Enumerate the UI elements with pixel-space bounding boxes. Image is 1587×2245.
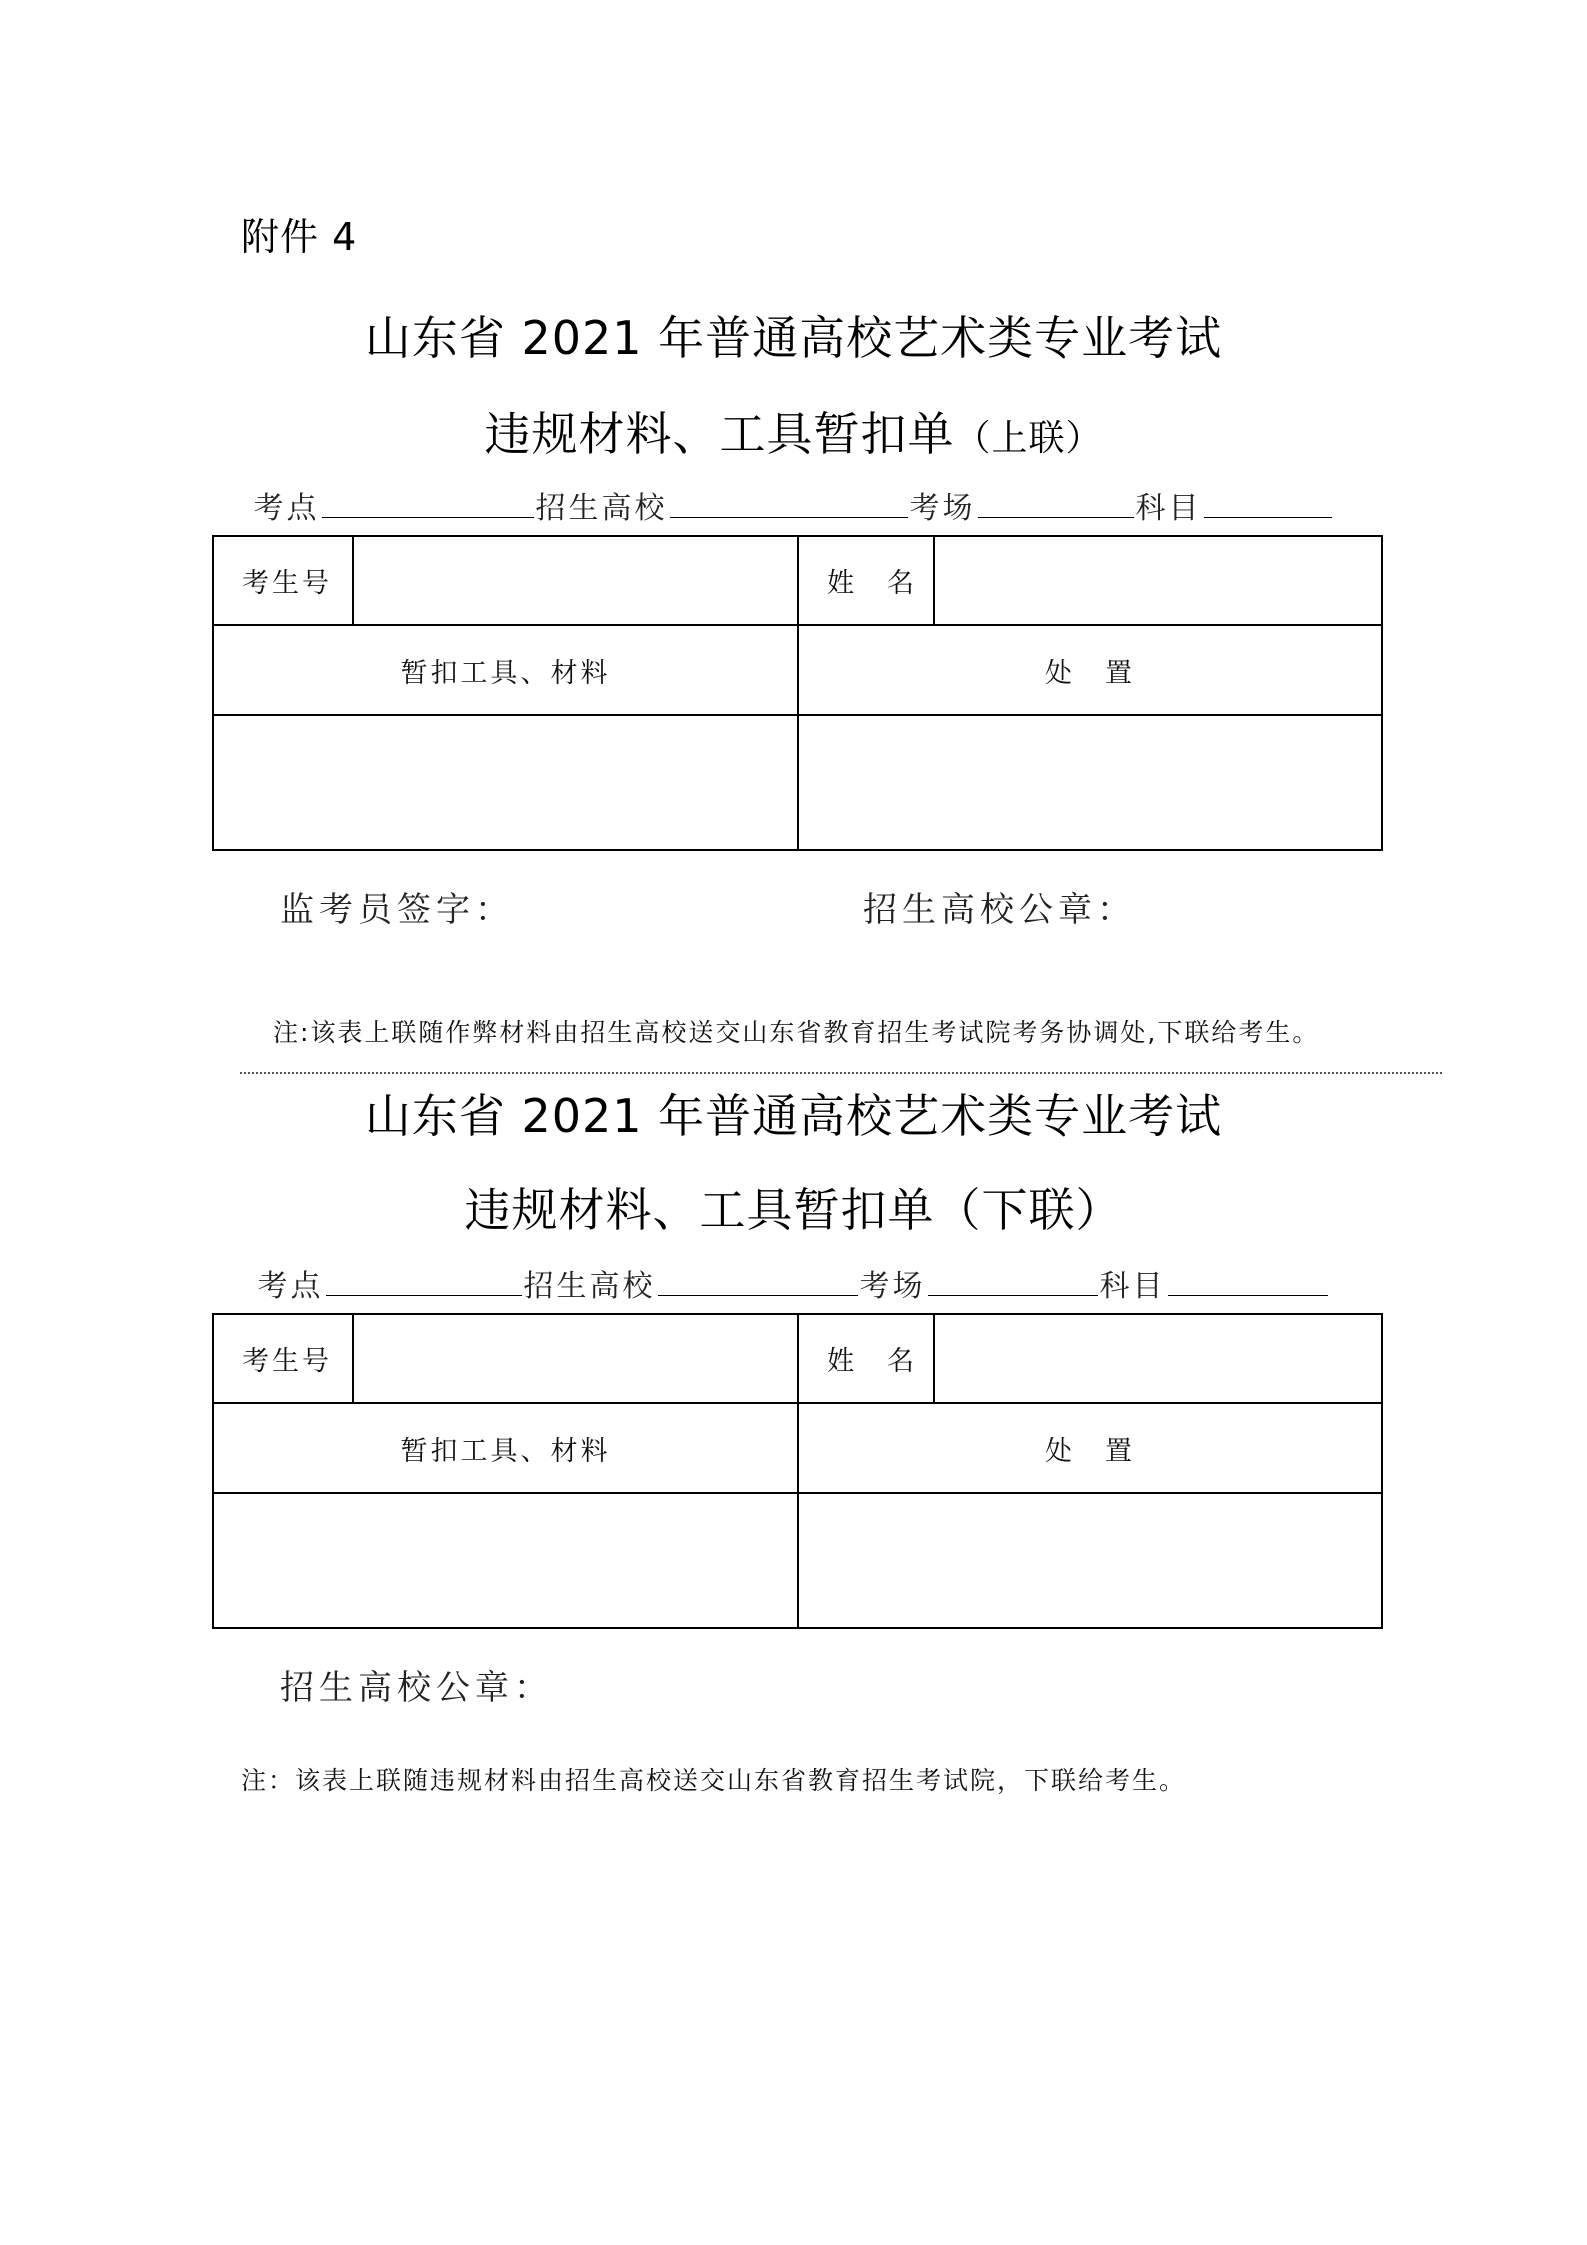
lower-disposal-cell[interactable] <box>798 1493 1382 1628</box>
lower-title-line1: 山东省 2021 年普通高校艺术类专业考试 <box>364 1089 1223 1143</box>
upper-title-line2 <box>0 398 1587 464</box>
lower-room-label: 考场 <box>859 1269 926 1304</box>
upper-exam-site-label: 考点 <box>253 491 320 526</box>
lower-student-no-cell[interactable] <box>353 1314 798 1403</box>
lower-name-label: 姓 名 <box>798 1314 934 1403</box>
lower-school-seal: 招生高校公章： <box>280 1668 553 1708</box>
upper-form-table <box>212 535 1383 851</box>
upper-note: 注:该表上联随作弊材料由招生高校送交山东省教育招生考试院考务协调处,下联给考生。 <box>273 1018 1320 1047</box>
upper-school-blank[interactable] <box>670 495 908 518</box>
lower-form-table <box>212 1313 1383 1629</box>
upper-invigilator-sign: 监考员签字： <box>280 890 514 930</box>
lower-exam-site-blank[interactable] <box>326 1273 522 1296</box>
lower-items-header: 暂扣工具、材料 <box>213 1403 798 1493</box>
lower-title-line2: 违规材料、工具暂扣单（下联） <box>464 1183 1123 1237</box>
upper-items-cell[interactable] <box>213 715 798 850</box>
lower-fill-row <box>0 1261 1587 1305</box>
cut-line-separator <box>240 1072 1442 1074</box>
lower-note: 注：该表上联随违规材料由招生高校送交山东省教育招生考试院，下联给考生。 <box>241 1766 1187 1795</box>
upper-subject-blank[interactable] <box>1204 495 1332 518</box>
lower-exam-site-label: 考点 <box>257 1269 324 1304</box>
upper-items-header: 暂扣工具、材料 <box>213 625 798 715</box>
upper-name-label: 姓 名 <box>798 536 934 625</box>
lower-school-blank[interactable] <box>658 1273 858 1296</box>
lower-room-blank[interactable] <box>928 1273 1098 1296</box>
lower-subject-blank[interactable] <box>1168 1273 1328 1296</box>
lower-items-cell[interactable] <box>213 1493 798 1628</box>
upper-disposal-header: 处 置 <box>798 625 1382 715</box>
attachment-label: 附件 4 <box>241 215 358 259</box>
lower-disposal-header: 处 置 <box>798 1403 1382 1493</box>
lower-subject-label: 科目 <box>1099 1269 1166 1304</box>
upper-title-suffix: （上联） <box>954 418 1103 459</box>
upper-name-cell[interactable] <box>934 536 1382 625</box>
upper-title-line1: 山东省 2021 年普通高校艺术类专业考试 <box>364 311 1223 365</box>
upper-fill-row <box>0 483 1587 527</box>
upper-student-no-label: 考生号 <box>213 536 353 625</box>
upper-title-main: 违规材料、工具暂扣单 <box>484 407 955 461</box>
upper-room-blank[interactable] <box>978 495 1134 518</box>
upper-room-label: 考场 <box>909 491 976 526</box>
lower-student-no-label: 考生号 <box>213 1314 353 1403</box>
lower-school-label: 招生高校 <box>523 1269 656 1304</box>
upper-disposal-cell[interactable] <box>798 715 1382 850</box>
upper-exam-site-blank[interactable] <box>322 495 534 518</box>
upper-subject-label: 科目 <box>1135 491 1202 526</box>
upper-school-seal: 招生高校公章： <box>863 890 1136 930</box>
upper-student-no-cell[interactable] <box>353 536 798 625</box>
upper-school-label: 招生高校 <box>535 491 668 526</box>
lower-name-cell[interactable] <box>934 1314 1382 1403</box>
